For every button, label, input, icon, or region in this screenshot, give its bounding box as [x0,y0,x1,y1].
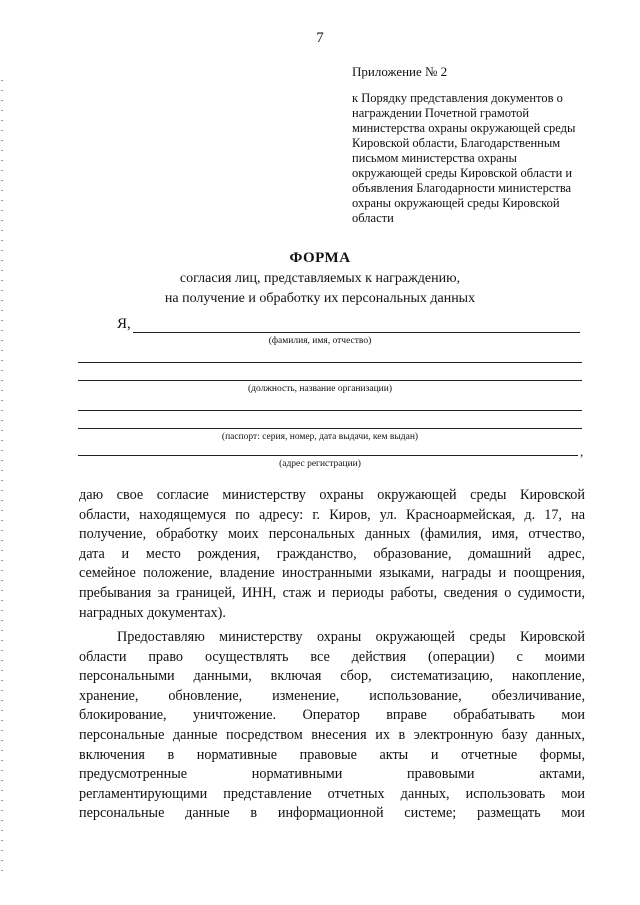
passport-blank-line[interactable] [78,428,582,429]
paragraph-line: Предоставляю министерству охраны окружающей среды Кировской [117,629,585,645]
paragraph-line: даю свое согласие министерству охраны окружающей среды Кировской [79,487,585,503]
ya-label: Я, [117,316,131,332]
appendix-block [352,64,602,226]
comma: , [580,444,584,459]
passport-caption: (паспорт: серия, номер, дата выдачи, кем выдан) [221,432,419,442]
appendix-line: объявления Благодарности министерства [352,181,572,195]
paragraph-line: регламентирующими представление отчетных данных, использовать мои [79,785,585,802]
appendix-line: области [352,211,394,225]
paragraph-line: области право осуществлять все действия (операции) с моими [79,648,585,665]
form-heading-block [0,250,640,307]
paragraph-line: предусмотренные нормативными правовыми актами, [79,766,585,783]
paragraph-line: включения в нормативные правовые акты и отчетные формы, [79,746,585,763]
position-caption: (должность, название организации) [247,384,392,394]
page-number: 7 [316,30,324,46]
paragraph-line: персональные данные посредством внесения их в электронную базу данных, [79,726,585,743]
paragraph-line: пребывания за границей, ИНН, стаж и периоды работы, сведения о судимости, [79,584,585,601]
paragraph-line: наградных документах). [79,604,226,621]
appendix-title: Приложение № 2 [352,64,448,79]
paragraph-line: получение, обработку моих персональных данных (фамилия, имя, отчество, [79,526,585,543]
paragraph-line: дата и место рождения, гражданство, образование, домашний адрес, [79,545,585,562]
paragraph-line: области, находящемуся по адресу: г. Киров, ул. Красноармейская, д. 17, на [79,506,585,523]
appendix-line: охраны окружающей среды Кировской [352,196,560,210]
paragraph-line: персональными данными, включая сбор, систематизацию, накопление, [79,668,585,685]
appendix-line: письмом министерства охраны [352,151,517,165]
blank-line-1[interactable] [78,362,582,363]
fio-blank-line[interactable] [133,332,580,333]
consent-paragraph-2 [79,628,585,824]
address-caption: (адрес регистрации) [279,459,361,469]
scan-edge-artifact [1,80,3,880]
appendix-line: к Порядку представления документов о [352,91,563,105]
address-blank-line[interactable] [78,455,578,456]
fio-caption: (фамилия, имя, отчество) [268,336,372,346]
form-heading: ФОРМА [289,250,351,266]
blank-line-2[interactable] [78,410,582,411]
form-subtitle-1: согласия лиц, представляемых к награждению, [179,271,461,286]
consent-paragraph-1 [79,486,585,623]
appendix-line: Кировской области, Благодарственным [352,136,561,150]
appendix-line: министерства охраны окружающей среды [352,121,576,135]
paragraph-line: персональные данные в информационной системе; размещать мои [79,805,585,822]
appendix-line: награждении Почетной грамотой [352,106,530,120]
paragraph-line: хранение, обновление, изменение, использование, обезличивание, [79,687,585,704]
position-blank-line[interactable] [78,380,582,381]
form-subtitle-2: на получение и обработку их персональных данных [164,291,476,306]
appendix-line: окружающей среды Кировской области и [352,166,573,180]
paragraph-line: блокирование, уничтожение. Оператор вправе обрабатывать мои [79,707,585,724]
paragraph-line: семейное положение, владение иностранными языками, награды и поощрения, [79,565,585,582]
